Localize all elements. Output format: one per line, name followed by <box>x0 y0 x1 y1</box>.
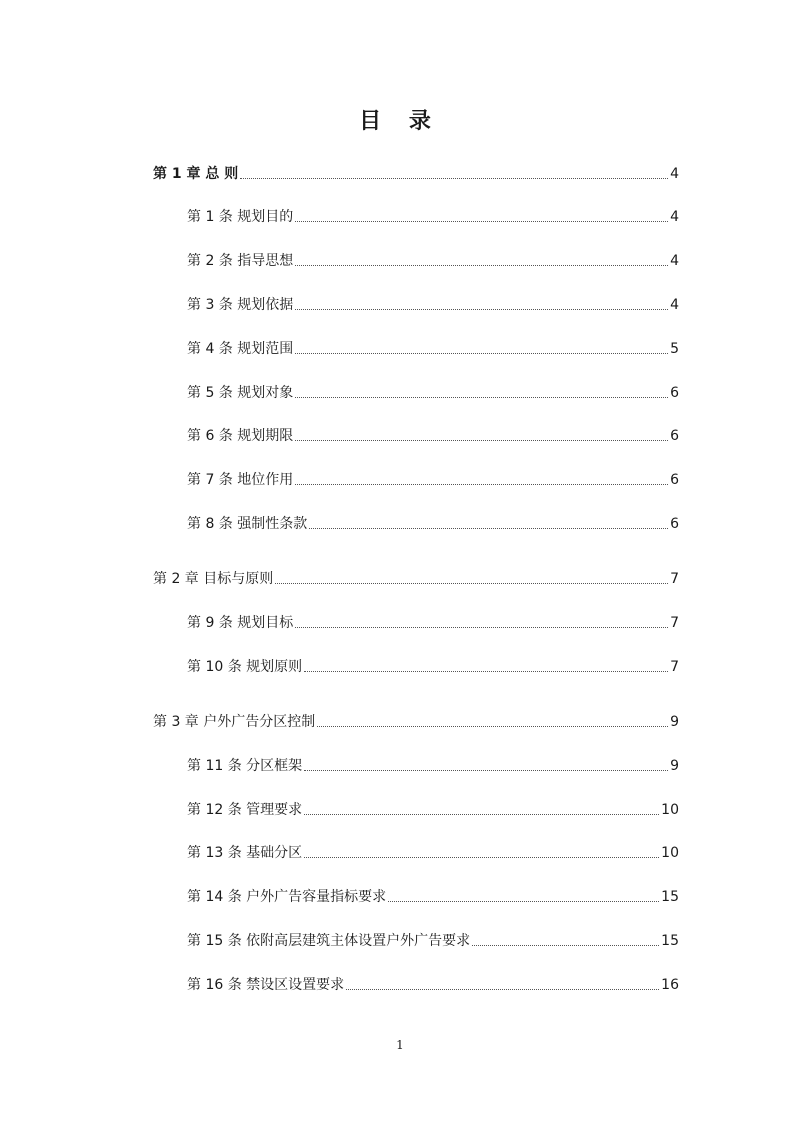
toc-entry-chapter-1[interactable] <box>0 164 800 186</box>
toc-entry-page: 15 <box>661 889 679 905</box>
toc-entry-article-3[interactable] <box>0 295 800 317</box>
toc-entry-page: 15 <box>661 933 679 949</box>
toc-entry-article-1[interactable] <box>0 207 800 229</box>
dot-leader <box>295 309 668 310</box>
toc-entry-label: 第 16 条 禁设区设置要求 <box>187 977 345 993</box>
toc-entry-label: 第 4 条 规划范围 <box>187 341 294 357</box>
toc-entry-page: 7 <box>670 659 679 675</box>
dot-leader <box>309 528 668 529</box>
toc-entry-page: 5 <box>670 341 679 357</box>
dot-leader <box>295 627 668 628</box>
dot-leader <box>295 353 668 354</box>
toc-entry-label: 第 1 条 规划目的 <box>187 209 294 225</box>
toc-entry-label: 第 10 条 规划原则 <box>187 659 303 675</box>
toc-entry-article-7[interactable] <box>0 470 800 492</box>
toc-entry-page: 6 <box>670 472 679 488</box>
toc-entry-chapter-3[interactable] <box>0 712 800 734</box>
dot-leader <box>317 726 668 727</box>
toc-entry-page: 9 <box>670 758 679 774</box>
toc-title: 目 录 <box>359 109 441 134</box>
toc-entry-label: 第 2 章 目标与原则 <box>153 571 274 587</box>
toc-entry-label: 第 8 条 强制性条款 <box>187 516 308 532</box>
toc-entry-page: 6 <box>670 385 679 401</box>
toc-entry-page: 4 <box>670 253 679 269</box>
toc-entry-page: 9 <box>670 714 679 730</box>
toc-entry-page: 10 <box>661 802 679 818</box>
toc-entry-article-9[interactable] <box>0 613 800 635</box>
toc-entry-label: 第 3 章 户外广告分区控制 <box>153 714 316 730</box>
dot-leader <box>240 178 668 179</box>
dot-leader <box>304 857 659 858</box>
toc-entry-page: 7 <box>670 571 679 587</box>
toc-entry-page: 4 <box>670 209 679 225</box>
dot-leader <box>472 945 659 946</box>
toc-entry-label: 第 13 条 基础分区 <box>187 845 303 861</box>
toc-entry-label: 第 6 条 规划期限 <box>187 428 294 444</box>
dot-leader <box>295 397 668 398</box>
dot-leader <box>304 671 668 672</box>
toc-entry-page: 4 <box>670 297 679 313</box>
toc-entry-article-13[interactable] <box>0 843 800 865</box>
toc-entry-label: 第 12 条 管理要求 <box>187 802 303 818</box>
toc-entry-label: 第 15 条 依附高层建筑主体设置户外广告要求 <box>187 933 471 949</box>
toc-entry-article-2[interactable] <box>0 251 800 273</box>
toc-entry-page: 6 <box>670 428 679 444</box>
toc-entry-page: 7 <box>670 615 679 631</box>
toc-entry-page: 4 <box>670 166 679 182</box>
dot-leader <box>295 440 668 441</box>
toc-entry-label: 第 5 条 规划对象 <box>187 385 294 401</box>
toc-entry-article-6[interactable] <box>0 426 800 448</box>
dot-leader <box>304 770 668 771</box>
toc-entry-article-16[interactable] <box>0 975 800 997</box>
toc-entry-label: 第 1 章 总 则 <box>153 166 239 182</box>
toc-entry-page: 16 <box>661 977 679 993</box>
toc-entry-page: 6 <box>670 516 679 532</box>
dot-leader <box>295 221 668 222</box>
toc-entry-label: 第 9 条 规划目标 <box>187 615 294 631</box>
toc-entry-chapter-2[interactable] <box>0 569 800 591</box>
dot-leader <box>346 989 659 990</box>
toc-entry-article-15[interactable] <box>0 931 800 953</box>
toc-entry-article-8[interactable] <box>0 514 800 536</box>
toc-entry-article-10[interactable] <box>0 657 800 679</box>
dot-leader <box>295 484 668 485</box>
page-number: 1 <box>396 1038 404 1052</box>
dot-leader <box>275 583 668 584</box>
dot-leader <box>295 265 668 266</box>
toc-entry-label: 第 2 条 指导思想 <box>187 253 294 269</box>
toc-entry-article-11[interactable] <box>0 756 800 778</box>
toc-entry-label: 第 7 条 地位作用 <box>187 472 294 488</box>
toc-entry-label: 第 11 条 分区框架 <box>187 758 303 774</box>
toc-entry-article-12[interactable] <box>0 800 800 822</box>
toc-entry-label: 第 14 条 户外广告容量指标要求 <box>187 889 387 905</box>
toc-entry-article-4[interactable] <box>0 339 800 361</box>
toc-entry-label: 第 3 条 规划依据 <box>187 297 294 313</box>
dot-leader <box>388 901 659 902</box>
toc-entry-article-5[interactable] <box>0 383 800 405</box>
toc-entry-article-14[interactable] <box>0 887 800 909</box>
dot-leader <box>304 814 659 815</box>
toc-entry-page: 10 <box>661 845 679 861</box>
